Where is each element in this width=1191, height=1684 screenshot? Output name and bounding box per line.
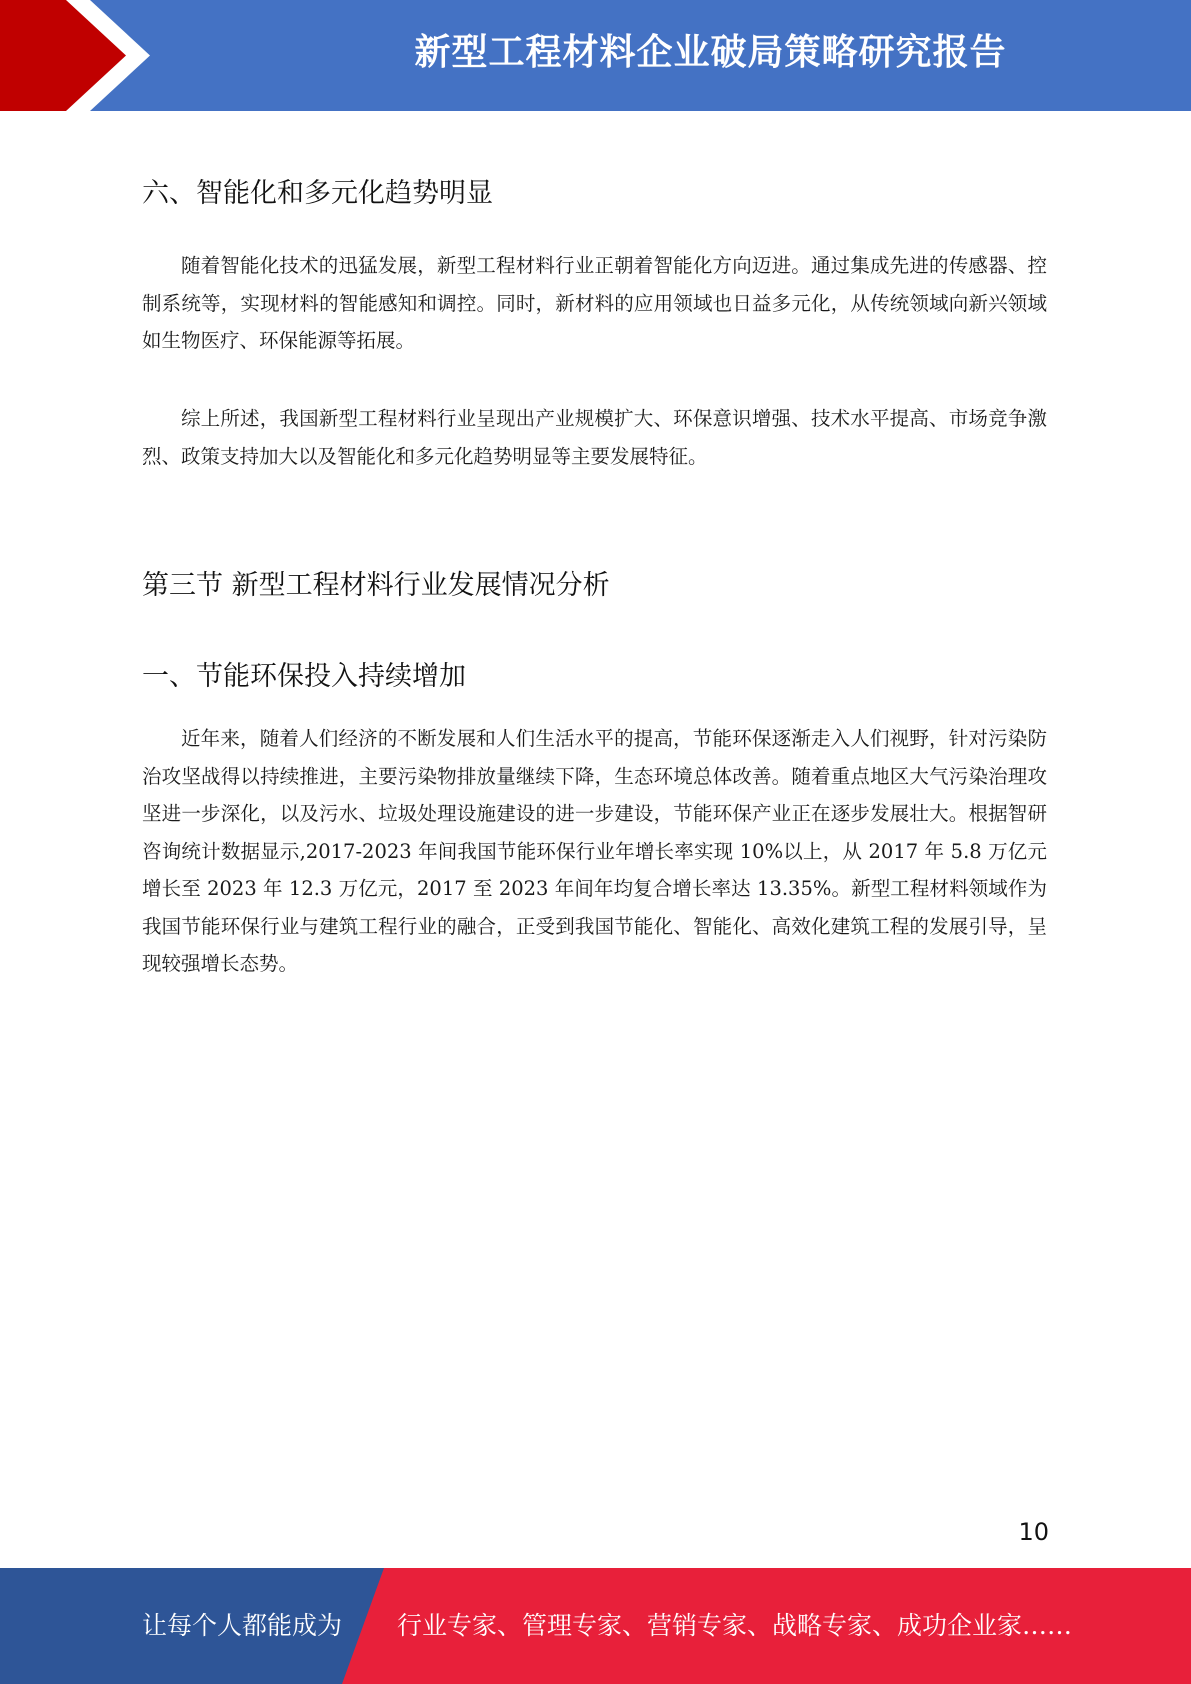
heading-energy-saving: 一、节能环保投入持续增加 — [142, 661, 466, 692]
footer-banner — [0, 1568, 1191, 1684]
page-number: 10 — [1018, 1518, 1049, 1546]
header-arrow-decoration — [0, 0, 160, 111]
heading-section-three: 第三节 新型工程材料行业发展情况分析 — [142, 570, 610, 601]
paragraph-energy-saving: 近年来，随着人们经济的不断发展和人们生活水平的提高，节能环保逐渐走入人们视野，针对污染防治攻坚战得以持续推进，主要污染物排放量继续下降，生态环境总体改善。随着重点地区大气污染治理攻坚进一步深化，以及污水、垃圾处理设施建设的进一步建设，节能环保产业正在逐步发展壮大。根据智研咨询统计数据显示,2017-2023 年间我国节能环保行业年增长率实现 10%以上，从 2017 年 5.8 万亿元增长至 2023 年 12.3 万亿元，2017 至 2023 年间年均复合增长率达 13.35%。新型工程材料领域作为我国节能环保行业与建筑工程行业的融合，正受到我国节能化、智能化、高效化建筑工程的发展引导，呈现较强增长态势。 — [142, 727, 1047, 975]
footer-slogan-right: 行业专家、管理专家、营销专家、战略专家、成功企业家…… — [397, 1611, 1073, 1640]
report-title: 新型工程材料企业破局策略研究报告 — [414, 32, 1007, 73]
paragraph-summary: 综上所述，我国新型工程材料行业呈现出产业规模扩大、环保意识增强、技术水平提高、市场竞争激烈、政策支持加大以及智能化和多元化趋势明显等主要发展特征。 — [142, 407, 1047, 468]
heading-intelligent-diversified: 六、智能化和多元化趋势明显 — [142, 178, 493, 209]
paragraph-intelligent-diversified: 随着智能化技术的迅猛发展，新型工程材料行业正朝着智能化方向迈进。通过集成先进的传感器、控制系统等，实现材料的智能感知和调控。同时，新材料的应用领域也日益多元化，从传统领域向新兴领域如生物医疗、环保能源等拓展。 — [142, 254, 1047, 352]
header-banner — [0, 0, 1191, 111]
footer-slogan-left: 让每个人都能成为 — [142, 1611, 343, 1640]
